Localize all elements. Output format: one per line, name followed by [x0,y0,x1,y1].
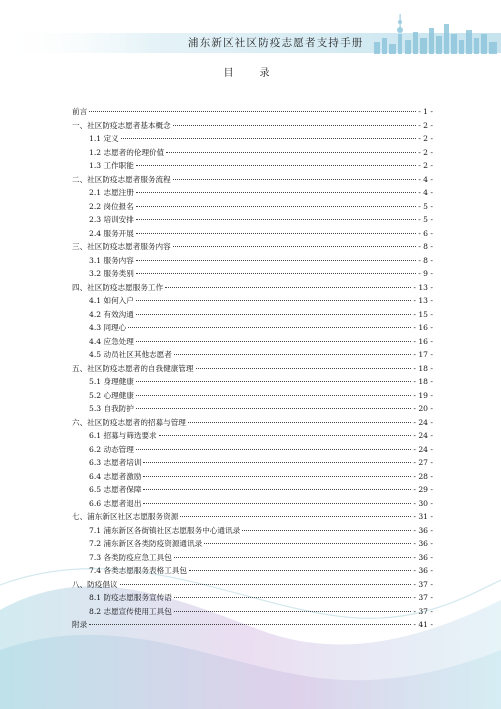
toc-entry[interactable] [72,105,433,119]
toc-entry-title: 1.3 工作职能 [89,161,134,170]
toc-entry-page: - 5 - [418,201,433,211]
toc-leader-dots [143,462,411,463]
toc-entry-title: 6.6 志愿者退出 [89,498,142,508]
toc-entry-title: 一、社区防疫志愿者基本概念 [72,120,171,130]
toc-entry-title: 2.2 岗位报名 [89,201,134,211]
toc-entry-page: - 37 - [413,606,433,616]
toc-entry[interactable] [72,335,433,349]
toc-entry-page: - 2 - [418,161,433,170]
toc-leader-dots [136,408,412,409]
toc-entry-title: 六、社区防疫志愿者的招募与管理 [72,417,186,427]
toc-entry[interactable] [72,146,433,160]
toc-entry-title: 二、社区防疫志愿者服务流程 [72,174,171,184]
toc-entry-title: 4.3 同理心 [89,323,127,332]
toc-entry-title: 7.4 各类志愿服务表格工具包 [89,566,188,575]
toc-leader-dots [89,111,416,112]
toc-entry-page: - 37 - [413,593,433,602]
toc-entry-page: - 2 - [418,134,433,143]
toc-entry[interactable] [72,132,433,146]
toc-entry-title: 7.1 浦东新区各街镇社区志愿服务中心通讯录 [89,525,241,535]
toc-leader-dots [189,570,411,571]
toc-entry-title: 6.1 招募与筛选要求 [89,431,157,440]
toc-entry-title: 5.2 心理健康 [89,390,134,400]
toc-entry-title: 7.2 浦东新区各类防疫资源通讯录 [89,539,203,548]
toc-leader-dots [143,476,411,477]
toc-entry-page: - 16 - [413,336,433,346]
toc-entry-page: - 36 - [413,539,433,548]
toc-leader-dots [159,435,412,436]
toc-leader-dots [120,584,412,585]
toc-entry-page: - 19 - [413,390,433,400]
toc-entry-title: 4.5 动员社区其他志愿者 [89,350,172,359]
toc-leader-dots [196,368,412,369]
toc-entry-page: - 30 - [413,498,433,508]
toc-entry[interactable] [72,470,433,484]
toc-entry[interactable] [72,510,433,524]
toc-entry[interactable] [72,618,433,632]
toc-entry-title: 8.1 防疫志愿服务宣传语 [89,593,172,602]
toc-leader-dots [174,597,412,598]
toc-entry-page: - 4 - [418,174,433,184]
toc-entry-page: - 29 - [413,485,433,494]
toc-leader-dots [188,422,411,423]
toc-entry[interactable] [72,605,433,619]
toc-entry-page: - 13 - [413,296,433,305]
city-skyline-icon [370,8,501,54]
toc-entry[interactable] [72,416,433,430]
toc-leader-dots [174,557,412,558]
toc-entry[interactable] [72,294,433,308]
toc-entry-title: 三、社区防疫志愿者服务内容 [72,242,171,251]
toc-leader-dots [174,354,412,355]
toc-entry-page: - 5 - [418,215,433,224]
toc-entry-title: 7.3 各类防疫应急工具包 [89,552,172,562]
toc-entry-page: - 4 - [418,188,433,197]
toc-entry-title: 6.4 志愿者激励 [89,471,142,481]
toc-entry-page: - 24 - [413,431,433,440]
toc-entry[interactable] [72,429,433,443]
toc-entry[interactable] [72,551,433,565]
toc-entry-page: - 36 - [413,552,433,562]
toc-leader-dots [128,327,411,328]
toc-entry[interactable] [72,375,433,389]
toc-entry-title: 6.2 动态管理 [89,444,134,454]
toc-leader-dots [173,179,416,180]
toc-leader-dots [136,300,412,301]
toc-entry-page: - 31 - [413,512,433,521]
toc-entry[interactable] [72,402,433,416]
toc-entry[interactable] [72,591,433,605]
toc-heading: 目 录 [223,68,278,79]
toc-entry-page: - 36 - [413,566,433,575]
toc-leader-dots [173,246,416,247]
toc-entry[interactable] [72,254,433,268]
toc-leader-dots [136,273,416,274]
table-of-contents [72,105,433,632]
toc-entry[interactable] [72,159,433,173]
toc-entry[interactable] [72,456,433,470]
toc-entry-page: - 41 - [413,620,433,629]
toc-leader-dots [242,530,411,531]
toc-entry[interactable] [72,213,433,227]
toc-leader-dots [136,395,412,396]
toc-leader-dots [166,152,416,153]
toc-entry-page: - 36 - [413,525,433,535]
toc-entry-page: - 6 - [418,228,433,238]
toc-entry-page: - 27 - [413,458,433,467]
toc-entry[interactable] [72,578,433,592]
toc-entry-title: 4.4 应急处理 [89,336,134,346]
toc-entry[interactable] [72,362,433,376]
toc-entry[interactable] [72,389,433,403]
toc-entry[interactable] [72,308,433,322]
toc-leader-dots [136,260,416,261]
toc-leader-dots [143,503,411,504]
toc-leader-dots [165,287,411,288]
toc-entry-page: - 13 - [413,282,433,292]
toc-entry-title: 1.1 定义 [89,134,119,143]
toc-entry-title: 4.2 有效沟通 [89,309,134,319]
toc-leader-dots [136,341,412,342]
document-header-title: 浦东新区社区防疫志愿者支持手册 [188,37,364,49]
toc-entry-page: - 8 - [418,242,433,251]
toc-entry-page: - 24 - [413,417,433,427]
toc-entry-title: 五、社区防疫志愿者的自我健康管理 [72,363,194,373]
toc-entry[interactable] [72,200,433,214]
toc-leader-dots [173,125,416,126]
toc-entry-page: - 16 - [413,323,433,332]
toc-entry[interactable] [72,483,433,497]
toc-entry[interactable] [72,348,433,362]
toc-entry-title: 5.3 自我防护 [89,404,134,413]
toc-leader-dots [136,192,416,193]
toc-leader-dots [136,449,412,450]
toc-entry[interactable] [72,173,433,187]
toc-entry-page: - 1 - [418,107,433,116]
toc-entry[interactable] [72,443,433,457]
toc-entry-title: 8.2 志愿宣传使用工具包 [89,606,172,616]
toc-entry[interactable] [72,240,433,254]
toc-entry-title: 前言 [72,107,88,116]
toc-entry[interactable] [72,564,433,578]
toc-entry-title: 3.2 服务类别 [89,269,134,278]
toc-leader-dots [204,543,411,544]
toc-leader-dots [89,624,411,625]
toc-entry-page: - 20 - [413,404,433,413]
toc-entry[interactable] [72,267,433,281]
toc-entry-title: 4.1 如何入户 [89,296,134,305]
toc-entry[interactable] [72,281,433,295]
toc-entry-title: 附录 [72,620,88,629]
toc-entry-title: 2.1 志愿注册 [89,188,134,197]
toc-entry-page: - 18 - [413,363,433,373]
toc-entry-page: - 24 - [413,444,433,454]
toc-entry-title: 6.5 志愿者保障 [89,485,142,494]
toc-entry-page: - 8 - [418,255,433,265]
toc-entry[interactable] [72,537,433,551]
toc-leader-dots [143,489,411,490]
toc-entry[interactable] [72,524,433,538]
toc-leader-dots [121,138,417,139]
toc-entry-title: 6.3 志愿者培训 [89,458,142,467]
toc-entry-page: - 9 - [418,269,433,278]
toc-entry[interactable] [72,321,433,335]
toc-entry[interactable] [72,497,433,511]
toc-entry-title: 1.2 志愿者的伦理价值 [89,147,165,157]
toc-entry-title: 四、社区防疫志愿服务工作 [72,282,164,292]
toc-entry[interactable] [72,186,433,200]
toc-leader-dots [180,516,411,517]
toc-entry-page: - 15 - [413,309,433,319]
toc-leader-dots [136,314,412,315]
toc-entry-page: - 18 - [413,377,433,386]
toc-entry-title: 3.1 服务内容 [89,255,134,265]
toc-leader-dots [136,219,416,220]
toc-entry-page: - 2 - [418,120,433,130]
toc-entry-page: - 17 - [413,350,433,359]
toc-leader-dots [136,381,412,382]
toc-entry-page: - 28 - [413,471,433,481]
toc-entry-page: - 2 - [418,147,433,157]
toc-leader-dots [136,206,416,207]
toc-entry-title: 七、浦东新区社区志愿服务资源 [72,512,179,521]
toc-entry-title: 5.1 身理健康 [89,377,134,386]
toc-leader-dots [136,233,416,234]
toc-entry-page: - 37 - [413,579,433,589]
toc-leader-dots [174,611,412,612]
toc-entry-title: 2.4 服务开展 [89,228,134,238]
toc-leader-dots [136,165,416,166]
toc-entry[interactable] [72,119,433,133]
toc-entry-title: 八、防疫倡议 [72,579,118,589]
toc-entry[interactable] [72,227,433,241]
toc-entry-title: 2.3 培训安排 [89,215,134,224]
